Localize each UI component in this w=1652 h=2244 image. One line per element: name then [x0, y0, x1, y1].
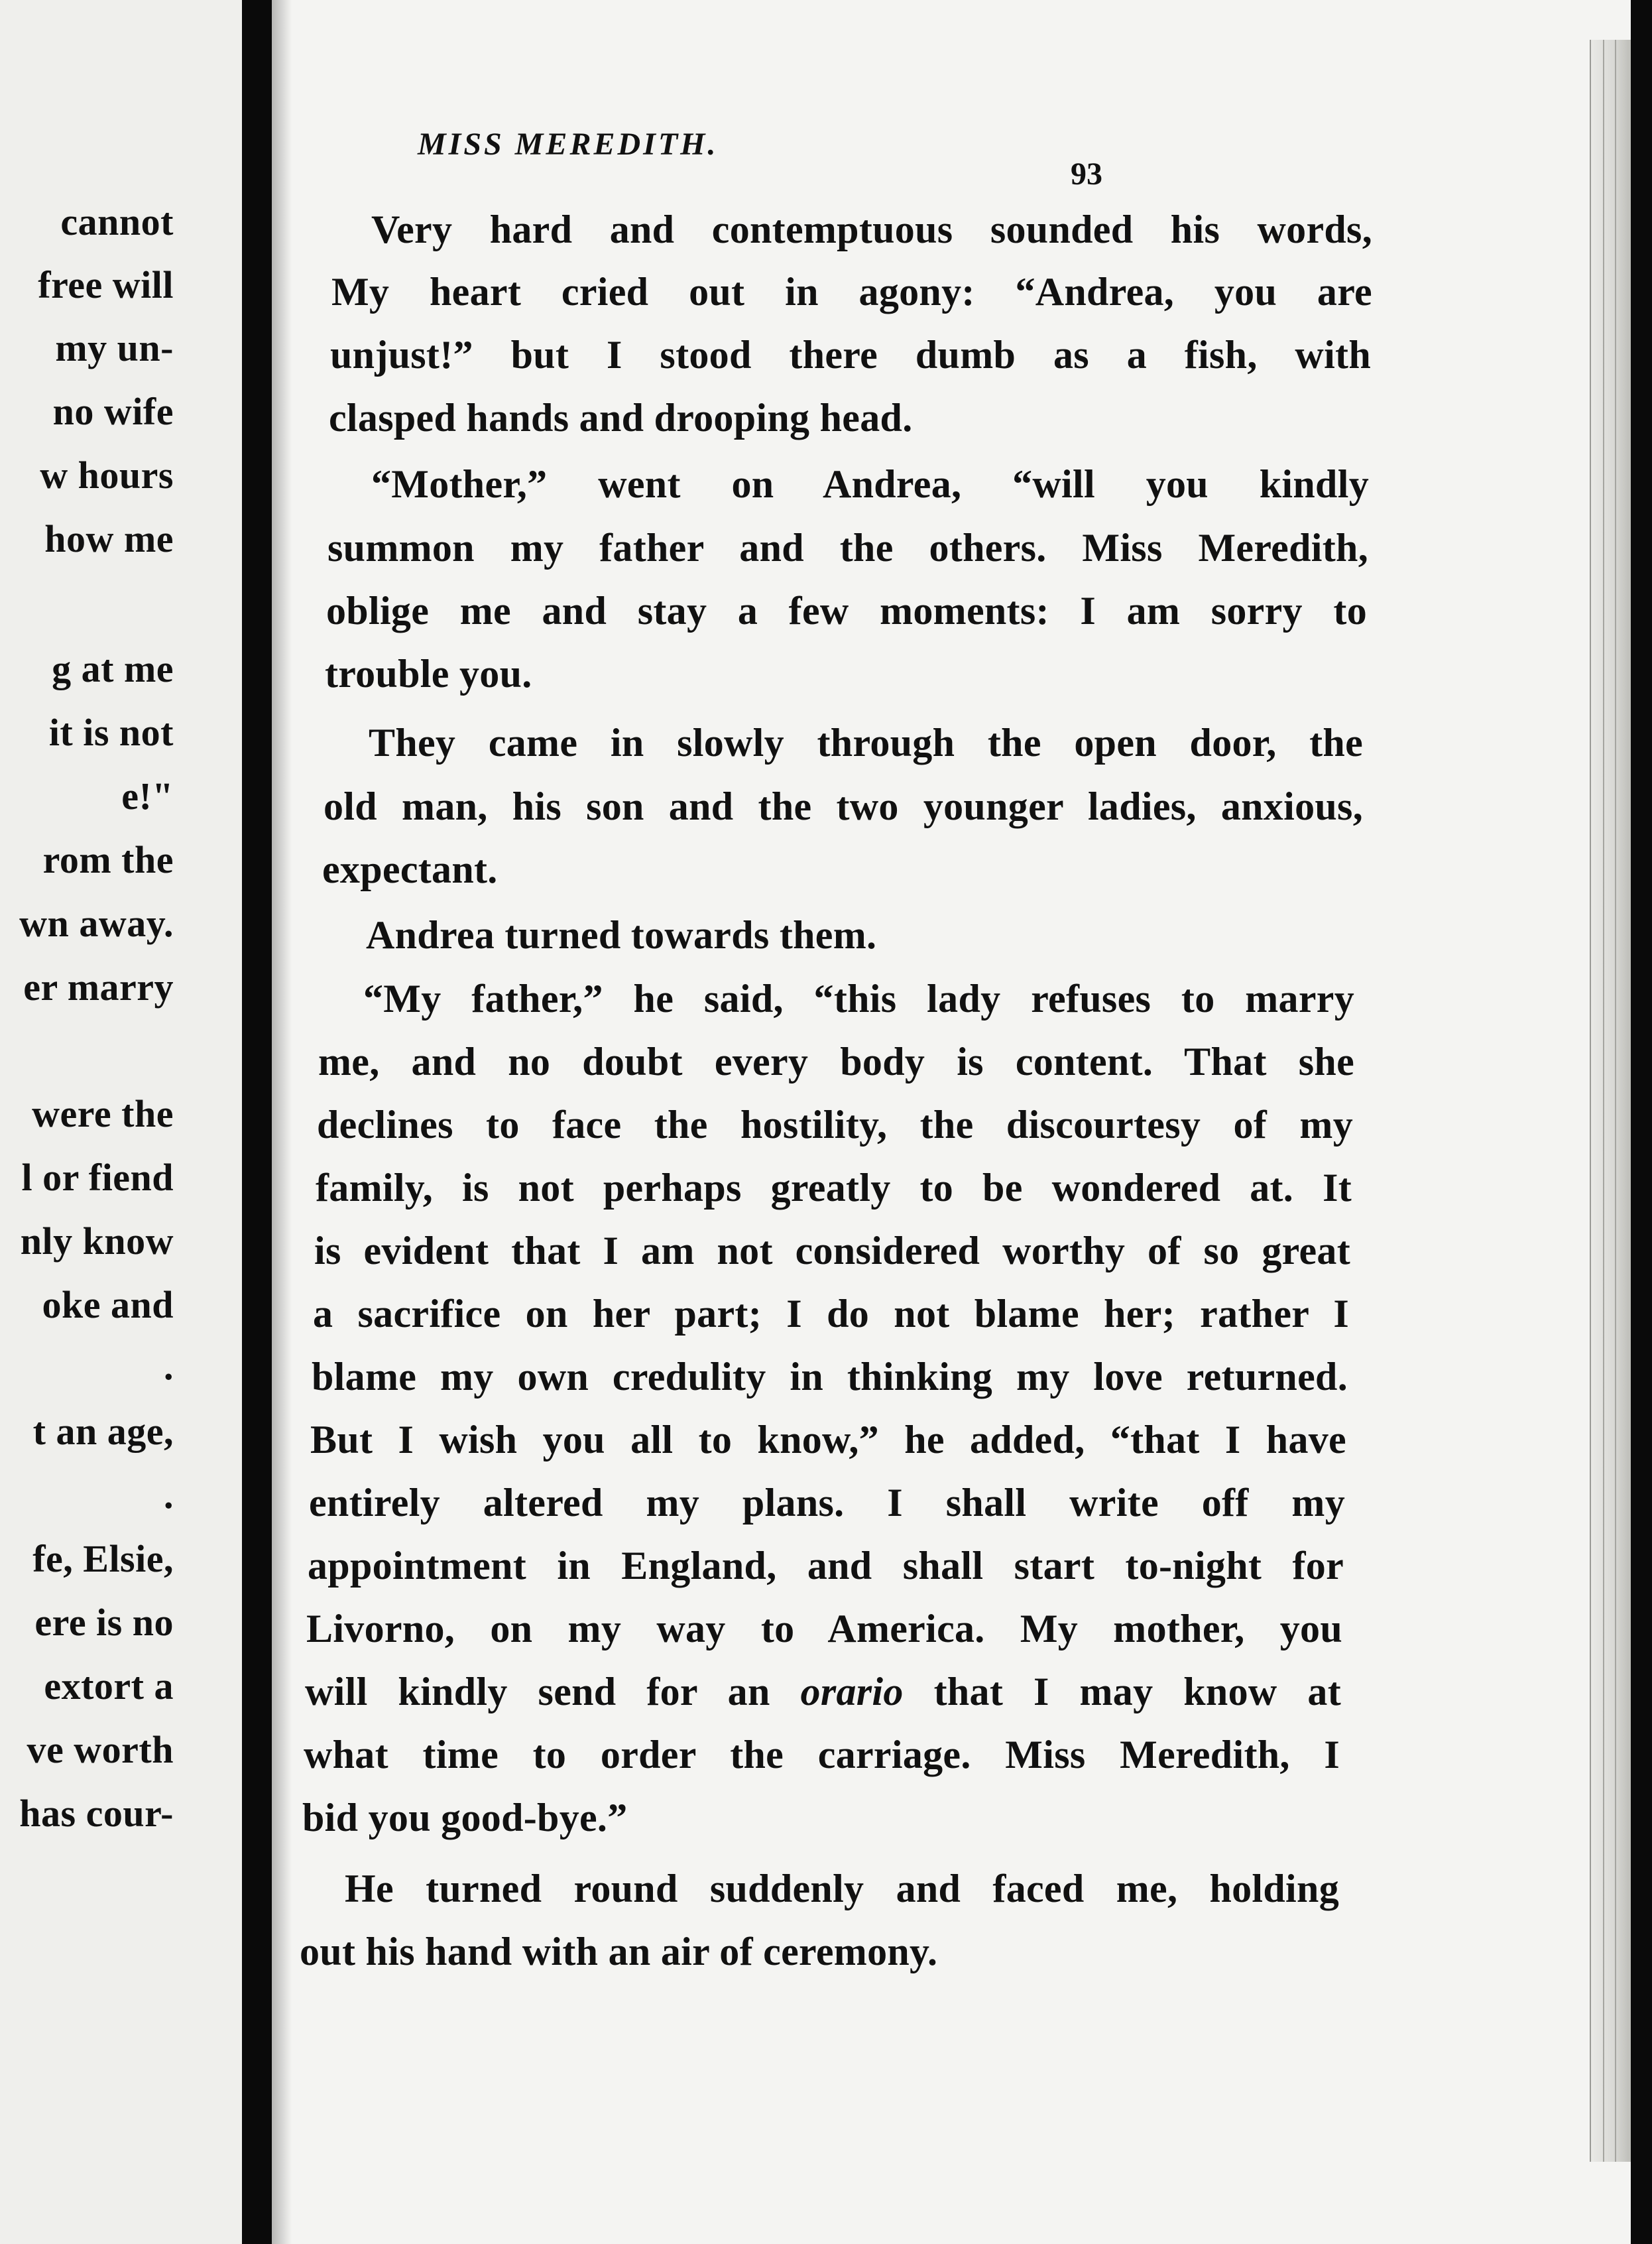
body-line: “My father,” he said, “this lady refuses to marry	[363, 977, 1354, 1021]
left-line: nly know	[20, 1219, 174, 1263]
body-line: expectant.	[322, 847, 498, 891]
left-line: .	[164, 1345, 174, 1388]
body-line	[305, 1672, 1341, 1712]
body-line: family, is not perhaps greatly to be wondered at. It	[316, 1166, 1352, 1210]
left-facing-page	[0, 0, 242, 2244]
body-line: oblige me and stay a few moments: I am sorry to	[326, 589, 1367, 633]
binding-shadow	[272, 0, 292, 2244]
left-line: e!"	[121, 775, 174, 818]
left-line: .	[164, 1473, 174, 1517]
body-line: is evident that I am not considered worthy of so great	[314, 1229, 1350, 1273]
left-line: oke and	[42, 1283, 174, 1326]
left-line: cannot	[60, 200, 174, 243]
body-line: declines to face the hostility, the discourtesy of my	[317, 1103, 1353, 1147]
page-edge-line	[1603, 40, 1604, 2162]
left-line: has cour-	[19, 1792, 174, 1835]
left-line: w hours	[40, 454, 174, 497]
body-line: “Mother,” went on Andrea, “will you kindly	[371, 462, 1369, 506]
body-line: But I wish you all to know,” he added, “that I have	[310, 1418, 1346, 1462]
body-line: me, and no doubt every body is content. That she	[318, 1040, 1354, 1084]
left-line: l or fiend	[21, 1156, 174, 1199]
running-head: MISS MEREDITH.	[418, 127, 719, 162]
left-line: it is not	[48, 711, 174, 754]
body-line: summon my father and the others. Miss Meredith,	[327, 526, 1368, 570]
body-text-segment: will kindly send for an	[305, 1670, 801, 1714]
left-line: rom the	[42, 838, 174, 881]
left-line: ere is no	[34, 1601, 174, 1644]
body-line: clasped hands and drooping head.	[329, 396, 913, 440]
body-line: unjust!” but I stood there dumb as a fish, with	[330, 333, 1371, 377]
left-line: g at me	[52, 647, 174, 690]
left-line: er marry	[23, 966, 174, 1009]
body-line: out his hand with an air of ceremony.	[300, 1930, 938, 1973]
body-line: blame my own credulity in thinking my love returned.	[312, 1355, 1348, 1399]
left-line: my un-	[55, 326, 174, 369]
italic-word-orario: orario	[800, 1670, 904, 1714]
body-line: trouble you.	[325, 652, 532, 696]
body-line: entirely altered my plans. I shall write off my	[309, 1481, 1345, 1525]
body-line: old man, his son and the two younger ladies, anxious,	[324, 784, 1363, 828]
body-line: Very hard and contemptuous sounded his words,	[371, 208, 1372, 251]
body-line: bid you good-bye.”	[302, 1796, 628, 1839]
left-line: extort a	[44, 1664, 174, 1708]
left-line: free will	[38, 263, 174, 306]
body-line: appointment in England, and shall start to-night for	[308, 1544, 1344, 1588]
body-line: They came in slowly through the open door, the	[369, 721, 1363, 765]
body-line: My heart cried out in agony: “Andrea, you are	[331, 270, 1372, 314]
body-line: what time to order the carriage. Miss Meredith, I	[304, 1733, 1340, 1776]
body-line: He turned round suddenly and faced me, holding	[345, 1867, 1339, 1910]
left-line: how me	[44, 517, 174, 560]
left-line: no wife	[52, 390, 174, 433]
page-edge-stack	[1590, 40, 1631, 2162]
body-line: Andrea turned towards them.	[366, 913, 877, 957]
page-number: 93	[1071, 156, 1102, 192]
left-line: fe, Elsie,	[32, 1537, 174, 1580]
left-line: wn away.	[19, 902, 174, 945]
left-line: were the	[32, 1092, 174, 1135]
left-line: ve worth	[27, 1728, 174, 1771]
left-line: t an age,	[32, 1410, 174, 1453]
body-line: Livorno, on my way to America. My mother, you	[306, 1607, 1342, 1651]
body-text-segment: that I may know at	[903, 1670, 1341, 1714]
body-line: a sacrifice on her part; I do not blame her; rather I	[313, 1292, 1349, 1336]
page-edge-line	[1615, 40, 1616, 2162]
